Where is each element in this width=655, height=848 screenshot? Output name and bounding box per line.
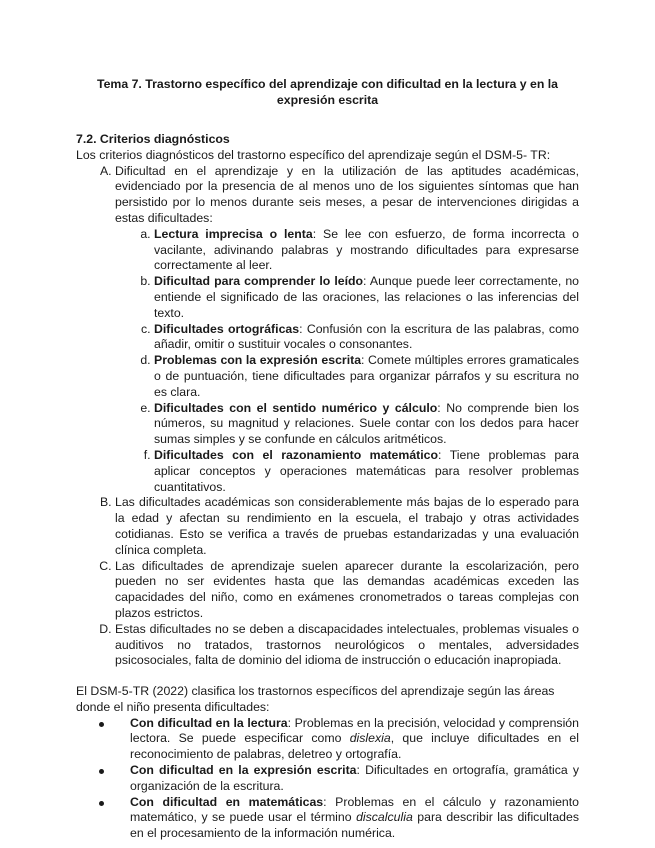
symptom-item — [154, 322, 579, 354]
symptom-item — [154, 401, 579, 448]
area-term: Con dificultad en la lectura — [130, 715, 288, 730]
symptom-text: : Comete múltiples errores gramaticales o de puntuación, tiene dificultades para organizar párrafos y su escritura no es clara. — [154, 353, 580, 399]
area-item — [115, 795, 579, 842]
criteria-list — [76, 164, 579, 670]
bullet-icon — [99, 722, 104, 727]
symptom-term: Dificultades con el sentido numérico y cálculo — [154, 400, 438, 415]
area-item — [115, 763, 579, 795]
area-emphasis: dislexia — [349, 731, 391, 746]
document-title: Tema 7. Trastorno específico del aprendizaje con dificultad en la lectura y en la expresión escrita — [96, 77, 559, 107]
criterion-a — [115, 164, 579, 496]
symptom-term: Problemas con la expresión escrita — [154, 353, 362, 368]
classification-list — [76, 716, 579, 842]
symptom-term: Dificultades ortográficas — [154, 321, 300, 336]
symptom-text: : Confusión con la escritura de las palabras, como añadir, omitir o sustituir vocales o consonantes. — [154, 321, 579, 352]
symptom-item — [154, 274, 579, 321]
area-term: Con dificultad en la expresión escrita — [130, 763, 357, 778]
symptom-term: Lectura imprecisa o lenta — [154, 226, 313, 241]
area-text: : Problemas en la precisión, velocidad y comprensión lectora. Se puede especificar como — [130, 715, 579, 746]
document-page — [76, 76, 579, 842]
area-emphasis: discalculia — [356, 810, 413, 825]
bullet-icon — [99, 801, 104, 806]
criterion-b-text: Las dificultades académicas son considerablemente más bajas de lo esperado para la edad y afectan su rendimiento en la escuela, el trabajo y otras actividades cotidianas. Esto se verifica a través de pruebas estandarizadas y una evaluación clínica completa. — [115, 495, 579, 557]
symptom-term: Dificultad para comprender lo leído — [154, 274, 364, 289]
symptom-item — [154, 353, 579, 400]
area-text: : Problemas en el cálculo y razonamiento matemático, y se puede usar el término — [130, 794, 579, 825]
criterion-d — [115, 622, 579, 669]
bullet-icon — [99, 769, 104, 774]
area-text-cont: para describir las dificultades en el procesamiento de la información numérica. — [130, 810, 579, 841]
classification-intro: El DSM-5-TR (2022) clasifica los trastornos específicos del aprendizaje según las áreas donde el niño presenta dificultades: — [76, 684, 555, 714]
symptom-text: : Aunque puede leer correctamente, no entiende el significado de las oraciones, las relaciones o las inferencias del texto. — [154, 274, 580, 320]
symptom-text: : Tiene problemas para aplicar conceptos y operaciones matemáticas para resolver problemas cuantitativos. — [154, 447, 579, 494]
symptom-text: : Se lee con esfuerzo, de forma incorrecta o vacilante, adivinando palabras y mostrando dificultades para expresarse correctamente al leer. — [154, 226, 580, 273]
criterion-a-text: Dificultad en el aprendizaje y en la utilización de las aptitudes académicas, evidenciado por la presencia de al menos uno de los siguientes síntomas que han persistido por lo menos durante seis meses, a pesar de intervenciones dirigidas a estas dificultades: — [115, 163, 579, 225]
symptom-list — [115, 227, 579, 496]
symptom-item — [154, 448, 579, 495]
section-heading: 7.2. Criterios diagnósticos — [76, 132, 230, 146]
criterion-c — [115, 559, 579, 622]
area-text: : Dificultades en ortografía, gramática y organización de la escritura. — [130, 763, 579, 793]
criterion-b — [115, 495, 579, 558]
criterion-d-text: Estas dificultades no se deben a discapacidades intelectuales, problemas visuales o auditivos no tratados, trastornos neurológicos o mentales, adversidades psicosociales, falta de dominio del idioma de instrucción o educación inapropiada. — [115, 621, 579, 668]
area-item — [115, 716, 579, 763]
area-text-cont: , que incluye dificultades en el reconocimiento de palabras, deletreo y ortografía. — [130, 731, 579, 762]
area-term: Con dificultad en matemáticas — [130, 794, 324, 809]
criteria-intro: Los criterios diagnósticos del trastorno específico del aprendizaje según el DSM-5- TR: — [76, 147, 551, 162]
symptom-term: Dificultades con el razonamiento matemático — [154, 447, 439, 462]
criterion-c-text: Las dificultades de aprendizaje suelen aparecer durante la escolarización, pero pueden no ser evidentes hasta que las demandas académicas exceden las capacidades del niño, como en exámenes cronometrados o tareas complejas con plazos estrictos. — [115, 558, 579, 620]
symptom-text: : No comprende bien los números, su magnitud y relaciones. Suele contar con los dedos para hacer sumas simples y se confunde en cálculos aritméticos. — [154, 400, 579, 447]
symptom-item — [154, 227, 579, 274]
